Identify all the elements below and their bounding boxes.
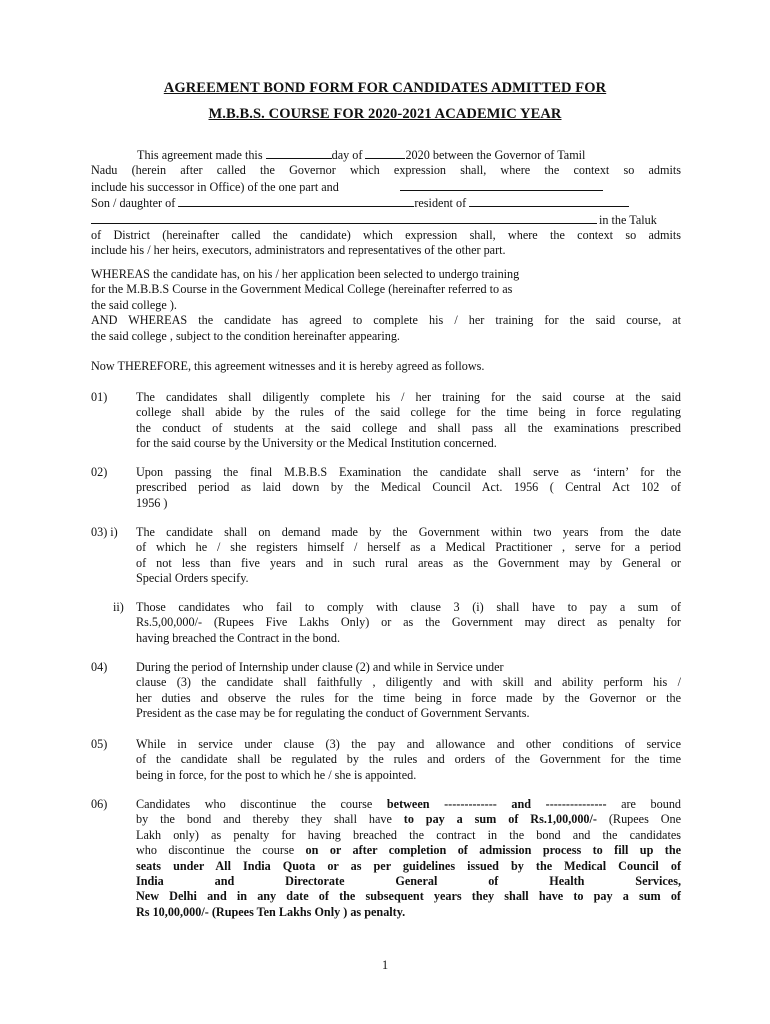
month-blank[interactable]	[365, 147, 405, 159]
clause-06-text-5: seats under All India Quota or as per guidelines issued by the Medical Council of	[136, 858, 681, 873]
clause-06-text-2a: by the bond and thereby they shall have	[136, 812, 392, 827]
clause-06-text-4a: who discontinue the course	[136, 843, 295, 858]
clause-05-line: While in service under clause (3) the pay and allowance and other conditions of service	[136, 737, 681, 751]
clause-06-text-7: New Delhi and in any date of the subsequent years they shall have to pay a sum of	[136, 889, 681, 904]
clause-04-line: clause (3) the candidate shall faithfully , diligently and with skill and ability perform his /	[136, 675, 681, 690]
clause-03-i-number: 03) i)	[91, 525, 118, 539]
clause-03-ii-line: Rs.5,00,000/- (Rupees Five Lakhs Only) or as the Government may direct as penalty for	[136, 615, 681, 630]
clause-02-line: Upon passing the final M.B.B.S Examination the candidate shall serve as ‘intern’ for the	[136, 465, 681, 479]
clause-05-line: of the candidate shall be regulated by the rules and orders of the Government for the time	[136, 752, 681, 767]
clause-01-text	[136, 390, 681, 452]
document-title-line-1: AGREEMENT BOND FORM FOR CANDIDATES ADMITTED FOR	[163, 80, 607, 96]
now-therefore-text: Now THEREFORE, this agreement witnesses and it is hereby agreed as follows.	[91, 359, 485, 373]
clause-06-text-6: India and Directorate General of Health Services,	[136, 874, 681, 889]
clause-04-line: During the period of Internship under clause (2) and while in Service under	[136, 660, 504, 674]
whereas-text-1: WHEREAS the candidate has, on his / her application been selected to undergo training	[91, 267, 520, 281]
clause-06-text-2b: to pay a sum of Rs.1,00,000/-	[403, 812, 597, 827]
clause-06-text-1c: are bound	[621, 797, 682, 811]
clause-03-ii-number: ii)	[113, 600, 124, 614]
clause-02-text	[136, 465, 681, 511]
clause-01-line: college shall abide by the rules of the said college for the time being in force regulating	[136, 405, 681, 420]
clause-05-number: 05)	[91, 737, 108, 751]
clause-03-ii-line: having breached the Contract in the bond.	[136, 630, 341, 645]
clause-01-line: for the said course by the University or the Medical Institution concerned.	[136, 436, 497, 451]
intro-text-6: of District (hereinafter called the candidate) which expression shall, where the context so admits	[91, 228, 681, 243]
intro-text-2: Nadu (herein after called the Governor which expression shall, where the context so admits	[91, 163, 681, 178]
clause-02-line: 1956 )	[136, 495, 168, 510]
clause-06-text-1a: Candidates who discontinue the course	[136, 797, 373, 811]
clause-05-line: being in force, for the post to which he / she is appointed.	[136, 767, 417, 782]
clause-03-i-line: of not less than five years and in such rural areas as the Government may by General or	[136, 555, 681, 570]
intro-text-5: in the Taluk	[599, 212, 657, 227]
clause-03-i-line: of which he / she registers himself / herself as a Medical Practitioner , serve for a period	[136, 540, 681, 555]
clause-01-line: the conduct of students at the said college and shall pass all the examinations prescribed	[136, 420, 681, 435]
whereas-text-2: for the M.B.B.S Course in the Government Medical College (hereinafter referred to as	[91, 282, 513, 297]
clause-01-number: 01)	[91, 390, 108, 404]
date-blank[interactable]	[266, 147, 332, 159]
candidate-name-blank[interactable]	[400, 179, 603, 191]
clause-06-text-1b: between ------------- and ---------------	[386, 797, 607, 811]
clause-03-i-line: Special Orders specify.	[136, 571, 249, 586]
document-title-line-2: M.B.B.S. COURSE FOR 2020-2021 ACADEMIC YEAR	[208, 106, 562, 122]
intro-text-1a: This agreement made this	[137, 148, 263, 162]
intro-text-4a: Son / daughter of	[91, 196, 176, 211]
intro-text-1c: 2020 between the Governor of Tamil	[405, 148, 586, 162]
clause-06-text-3: Lakh only) as penalty for having breached the contract in the bond and the candidates	[136, 827, 681, 842]
clause-02-line: prescribed period as laid down by the Medical Council Act. 1956 ( Central Act 102 of	[136, 480, 681, 495]
clause-02-number: 02)	[91, 465, 108, 479]
intro-text-3: include his successor in Office) of the one part and	[91, 179, 339, 194]
clause-03-ii-text	[136, 600, 681, 646]
clause-06-text-8: Rs 10,00,000/- (Rupees Ten Lakhs Only ) as penalty.	[136, 904, 406, 919]
clause-03-ii-line: Those candidates who fail to comply with clause 3 (i) shall have to pay a sum of	[136, 600, 681, 614]
address-blank[interactable]	[91, 212, 597, 224]
clause-04-line: her duties and observe the rules for the time being in force made by the Governor or the	[136, 690, 681, 705]
whereas-text-3: the said college ).	[91, 297, 177, 312]
intro-text-4b: resident of	[414, 196, 467, 211]
intro-text-7: include his / her heirs, executors, administrators and representatives of the other part.	[91, 243, 506, 258]
residence-blank[interactable]	[469, 195, 629, 207]
clause-04-text	[136, 660, 681, 722]
clause-01-line: The candidates shall diligently complete his / her training for the said course at the said	[136, 390, 681, 404]
clause-04-number: 04)	[91, 660, 108, 674]
intro-text-1b: day of	[331, 148, 363, 162]
clause-06-number: 06)	[91, 797, 108, 811]
clause-06-text-4b: on or after completion of admission process to fill up the	[305, 843, 682, 858]
whereas-text-4: AND WHEREAS the candidate has agreed to complete his / her training for the said course, at	[91, 313, 681, 328]
clause-06-text-2c: (Rupees One	[608, 812, 682, 827]
page-number: 1	[381, 958, 389, 972]
whereas-text-5: the said college , subject to the condition hereinafter appearing.	[91, 328, 400, 343]
intro-paragraph	[91, 147, 681, 259]
clause-03-i-line: The candidate shall on demand made by the Government within two years from the date	[136, 525, 681, 539]
clause-06-text	[136, 797, 681, 920]
clause-05-text	[136, 737, 681, 783]
clause-04-line: President as the case may be for regulating the conduct of Government Servants.	[136, 706, 530, 721]
parent-name-blank[interactable]	[178, 195, 414, 207]
whereas-paragraph	[91, 267, 681, 344]
clause-03-i-text	[136, 525, 681, 587]
